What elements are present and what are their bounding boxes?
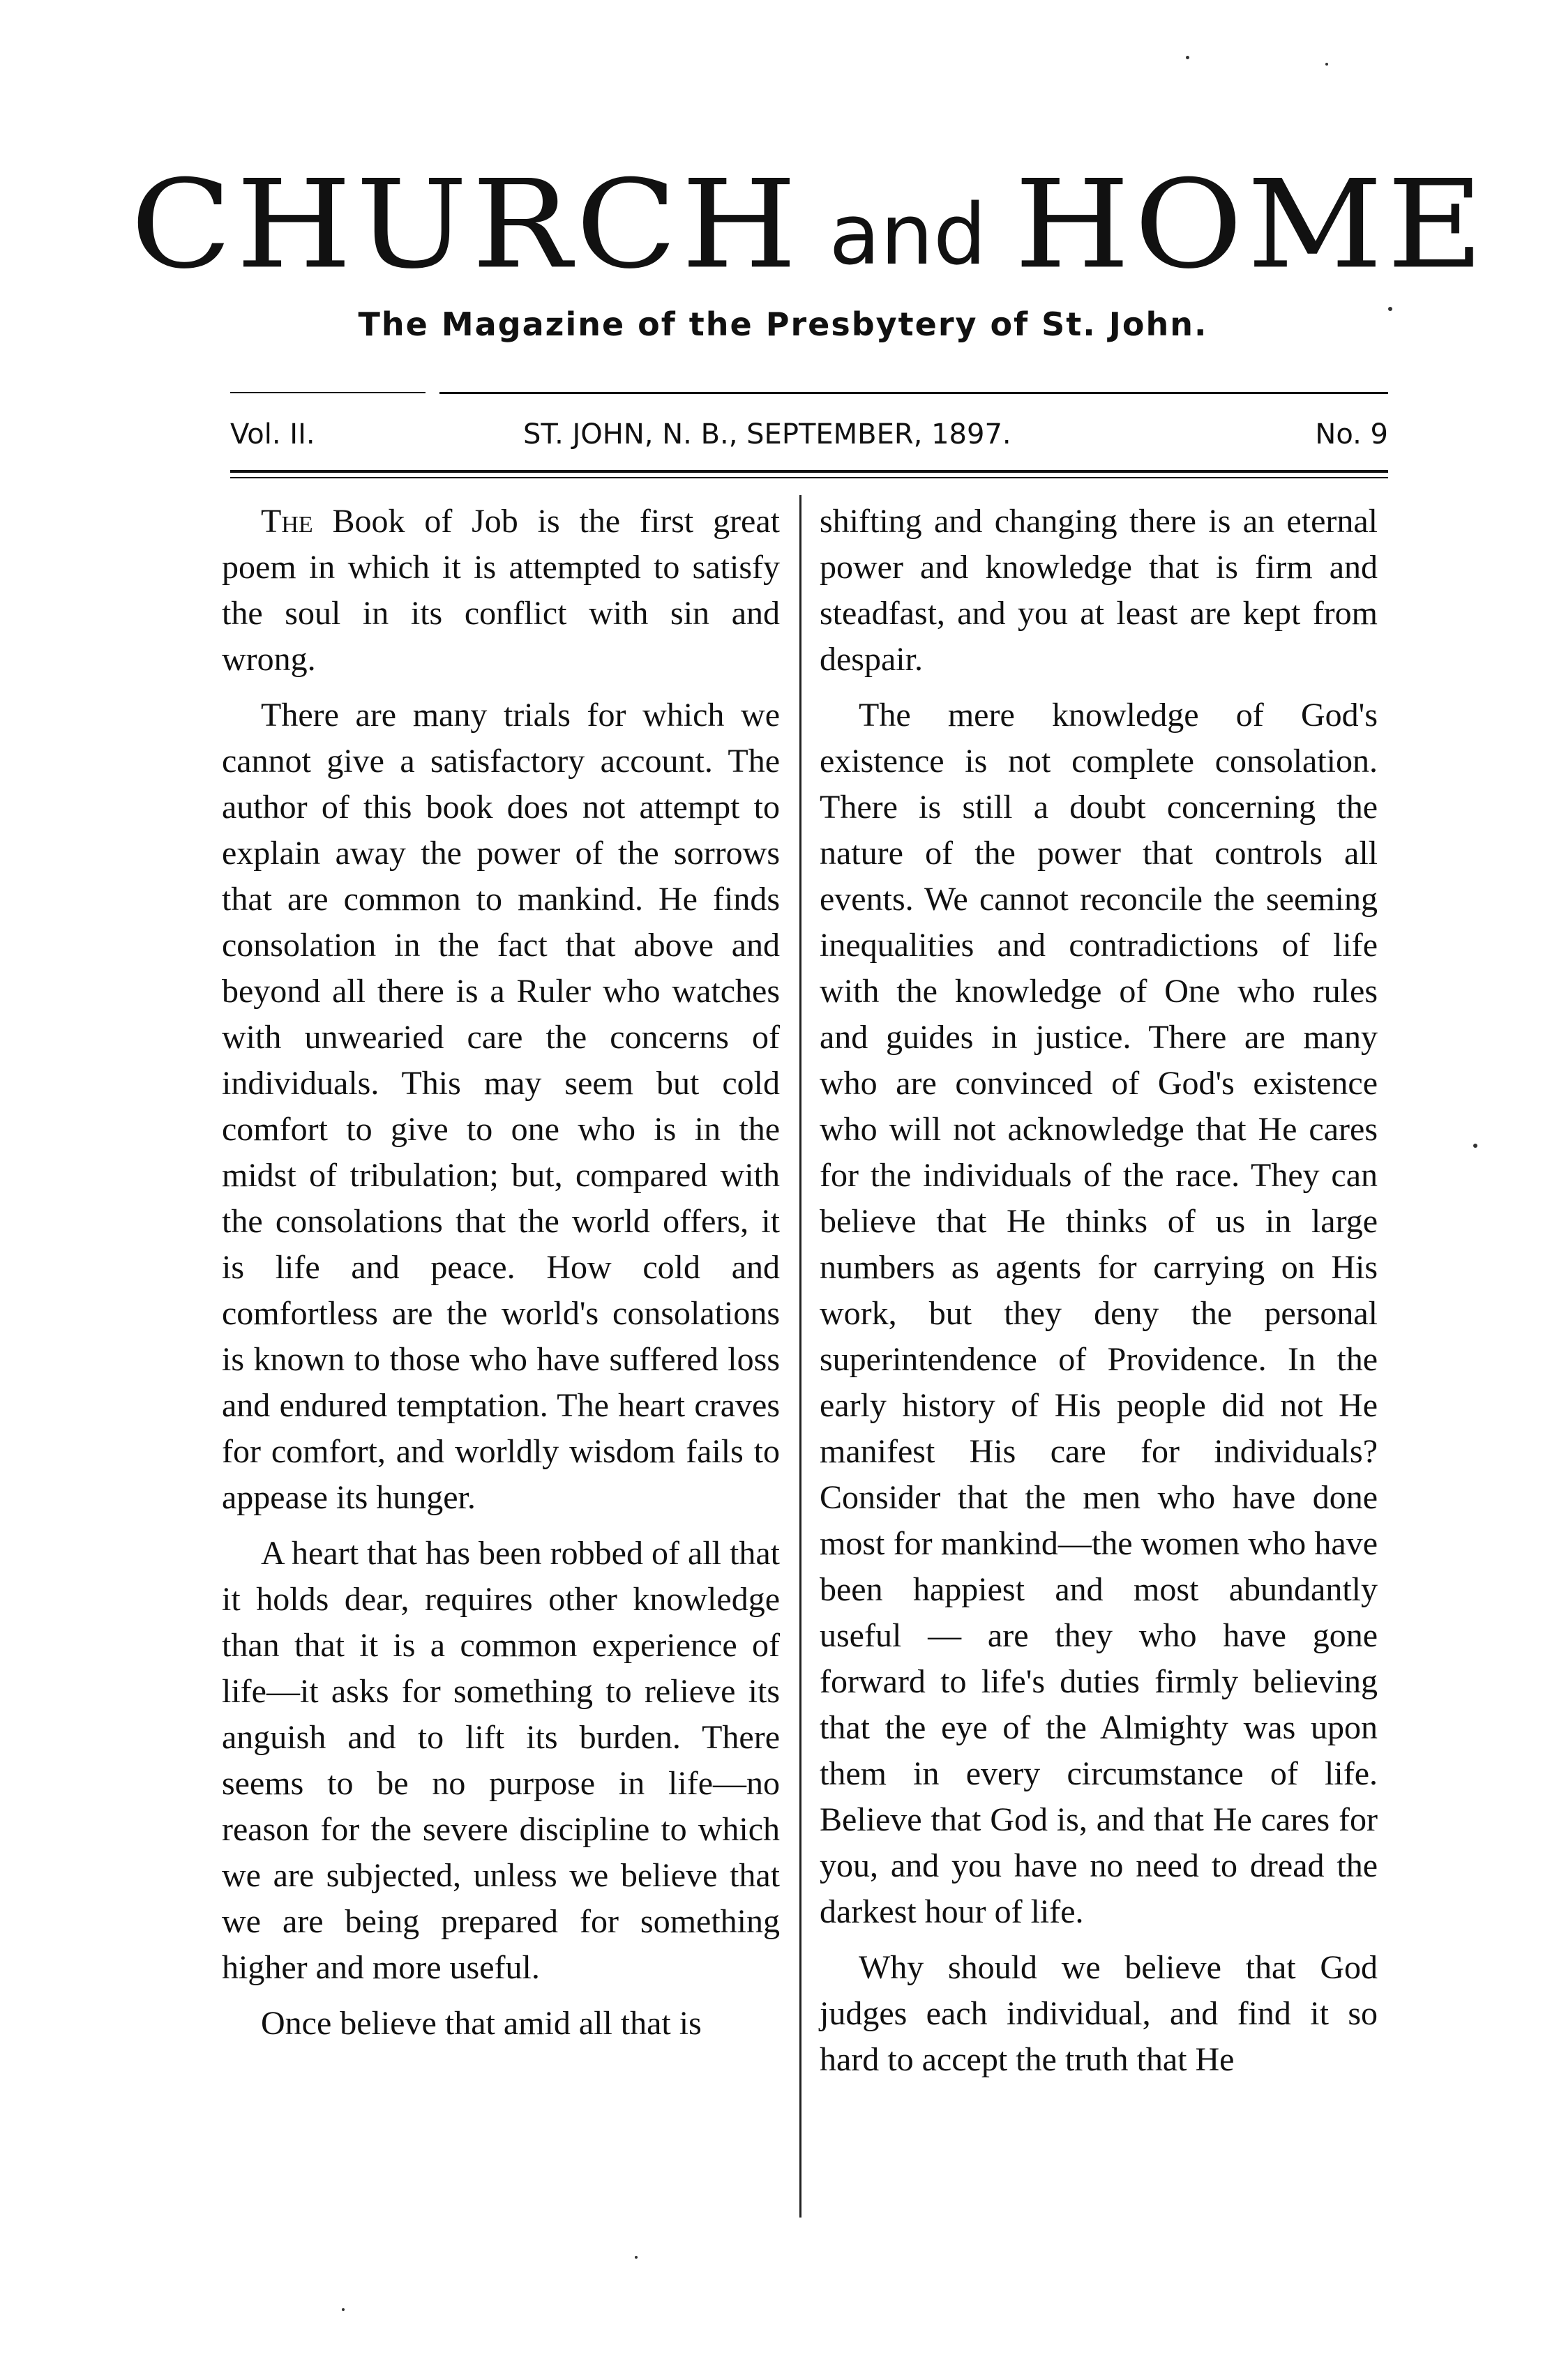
issue-rule-bottom: [230, 477, 1388, 478]
volume-label: Vol. II.: [230, 418, 315, 450]
masthead: [0, 146, 1566, 343]
magazine-title: [130, 146, 1488, 296]
paragraph: A heart that has been robbed of all that it holds dear, requires other knowledge than that it is a common experience of life—it asks for something to relieve its anguish and to lift its burden. There seems to be no purpose in life—no reason for the severe discipline to which we are subjected, unless we believe that we are being prepared for something higher and more useful.: [222, 1535, 780, 1986]
masthead-rule-right: [439, 392, 1388, 394]
column-divider: [799, 495, 801, 2218]
issue-line: [230, 418, 1388, 460]
dateline: ST. JOHN, N. B., SEPTEMBER, 1897.: [523, 418, 1011, 450]
scan-speck: [1325, 63, 1328, 66]
title-home: HOME: [1014, 153, 1488, 296]
left-column: [222, 499, 780, 2056]
title-and: and: [829, 187, 987, 284]
scan-speck: [1388, 307, 1392, 311]
scan-speck: [1473, 1144, 1477, 1148]
issue-rule-top: [230, 470, 1388, 473]
magazine-subtitle: The Magazine of the Presbytery of St. John.: [358, 305, 1208, 343]
paragraph: The mere knowledge of God's existence is not complete consolation. There is still a doubt concerning the nature of the power that controls all events. We cannot reconcile the seeming inequalities and contradictions of life with the knowledge of One who rules and guides in justice. There are many who are convinced of God's existence who will not acknowledge that He cares for the individuals of the race. They can believe that He thinks of us in large numbers as agents for carrying on His work, but they deny the personal superintendence of Providence. In the early history of His people did not He manifest His care for individuals? Consider that the men who have done most for mankind—the women who have been happiest and most abundantly useful — are they who have gone forward to life's duties firmly believing that the eye of the Almighty was upon them in every circumstance of life. Believe that God is, and that He cares for you, and you have no need to dread the darkest hour of life.: [820, 697, 1378, 1930]
scan-speck: [342, 2308, 345, 2311]
paragraph: Why should we believe that God judges each individual, and find it so hard to accept the truth that He: [820, 1949, 1378, 2078]
title-church: CHURCH: [130, 153, 801, 296]
paragraph: Once believe that amid all that is: [261, 2005, 702, 2042]
paragraph: [222, 499, 780, 683]
scan-speck: [635, 2256, 638, 2259]
lead-word: The: [261, 503, 313, 540]
paragraph: There are many trials for which we cannot give a satisfactory account. The author of this book does not attempt to explain away the power of the sorrows that are common to mankind. He finds consolation in the fact that above and beyond all there is a Ruler who watches with unwearied care the concerns of individuals. This may seem but cold comfort to give to one who is in the midst of tribulation; but, compared with the consolations that the world offers, it is life and peace. How cold and comfortless are the world's consolations is known to those who have suffered loss and endured temptation. The heart craves for comfort, and worldly wisdom fails to appease its hunger.: [222, 697, 780, 1516]
masthead-rule-left: [230, 392, 426, 393]
scan-speck: [1186, 56, 1189, 59]
right-column: [820, 499, 1378, 2093]
paragraph-text: Book of Job is the first great poem in which it is attempted to satisfy the soul in its conflict with sin and wrong.: [222, 503, 780, 678]
issue-number: No. 9: [1315, 418, 1388, 450]
paragraph-continued: shifting and changing there is an eternal power and knowledge that is firm and steadfast, and you at least are kept from despair.: [820, 503, 1378, 678]
